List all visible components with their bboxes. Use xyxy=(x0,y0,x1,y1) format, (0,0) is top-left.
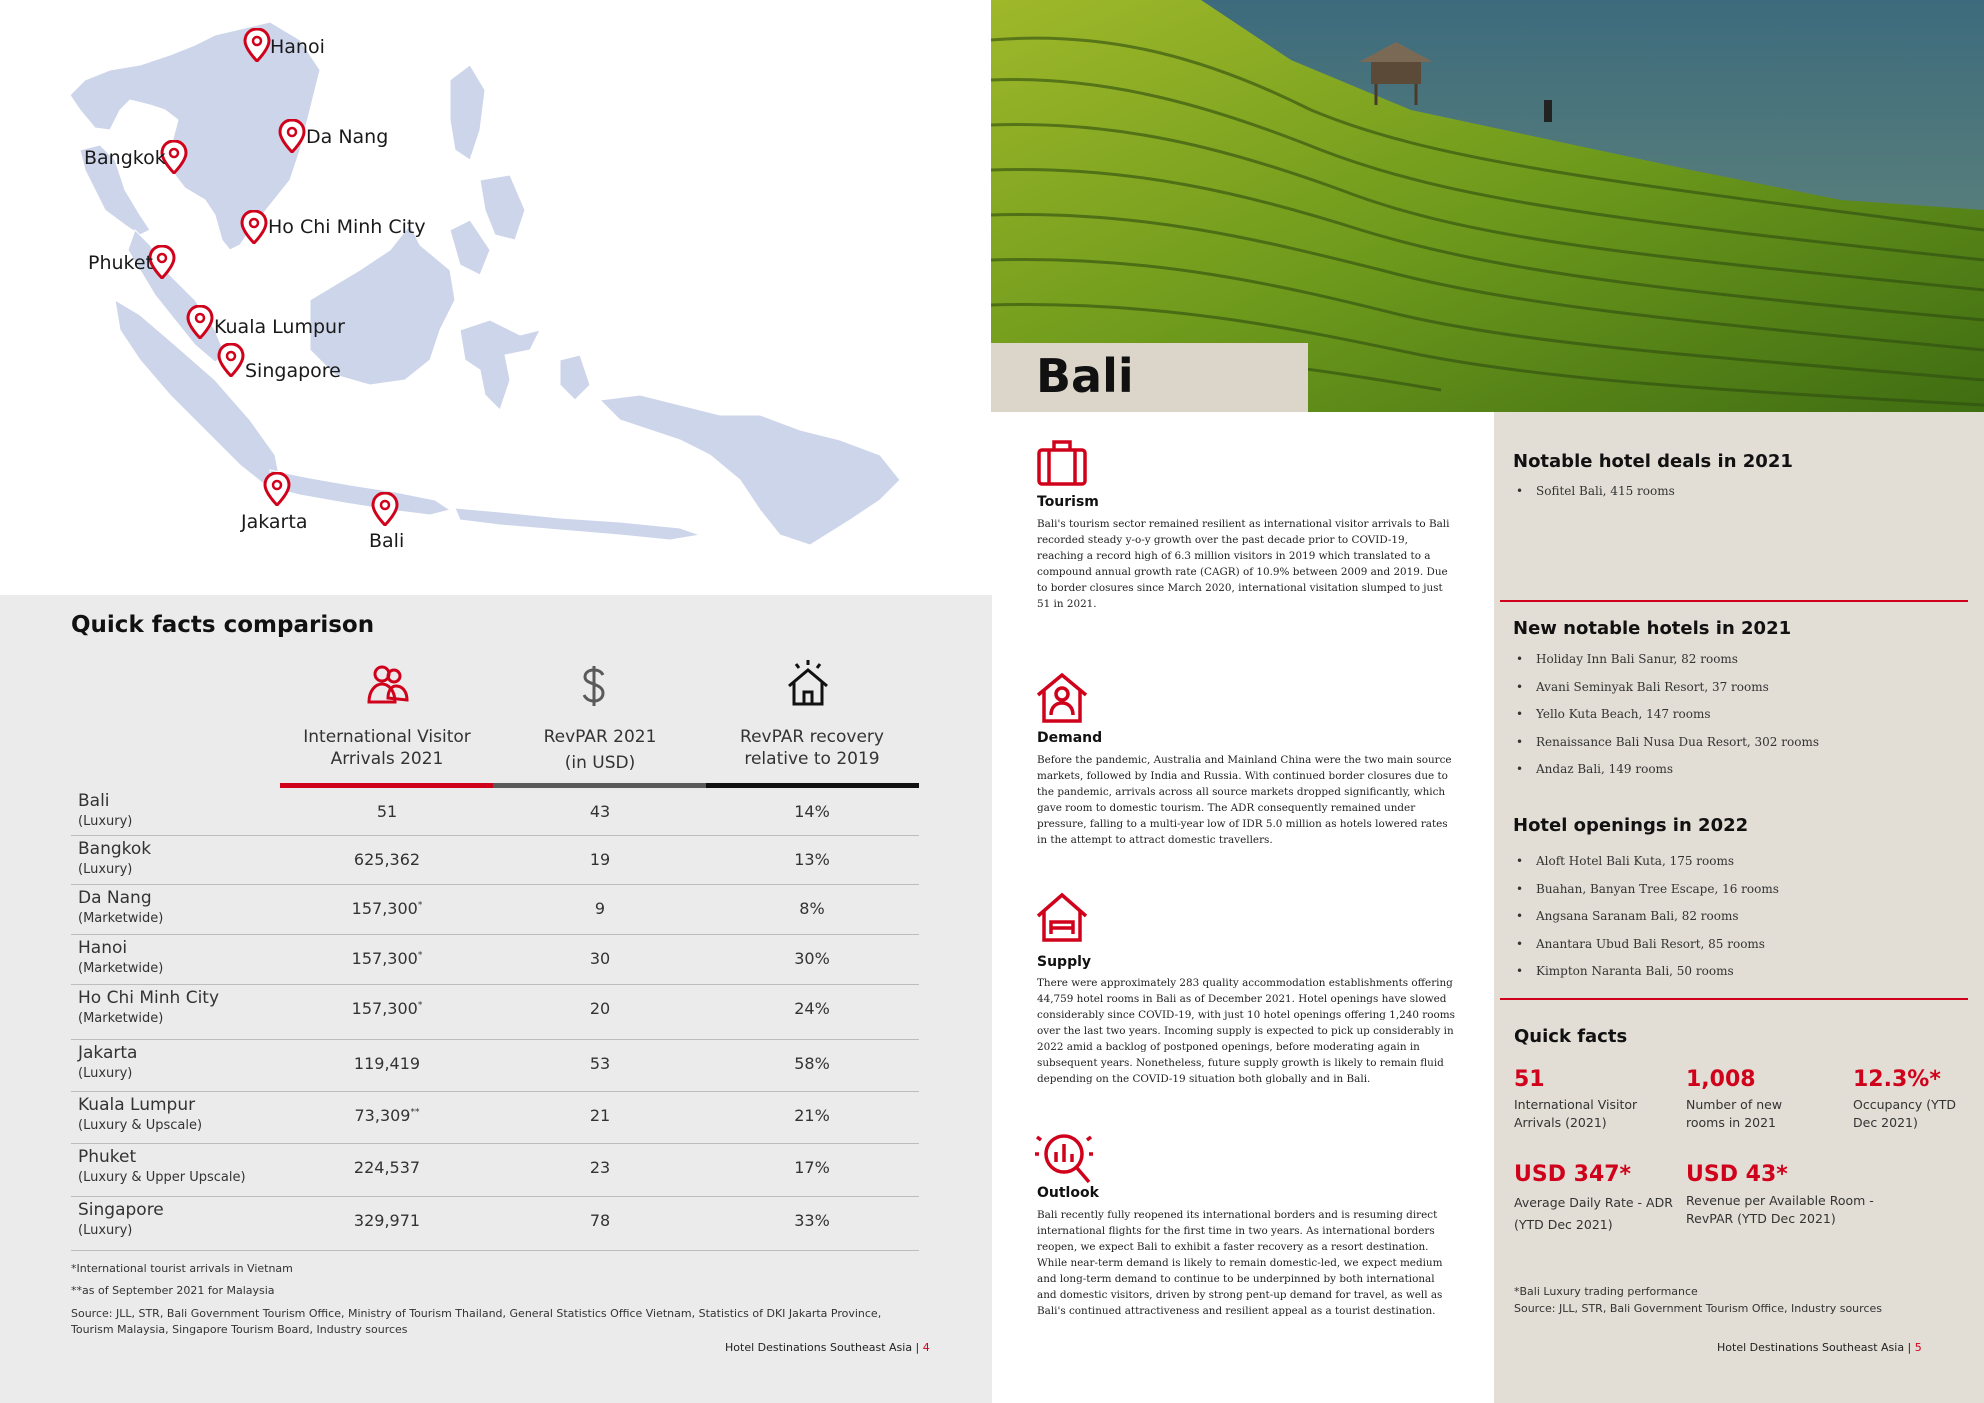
table-row xyxy=(71,1196,919,1251)
row-city: Kuala Lumpur xyxy=(78,1095,196,1115)
table-row xyxy=(71,884,919,935)
dollar-icon xyxy=(580,664,608,708)
row-segment: (Luxury) xyxy=(78,862,133,877)
col-head-revpar-line1: RevPAR 2021 xyxy=(543,727,657,747)
qf-source: Source: JLL, STR, Bali Government Tourism Office, Industry sources xyxy=(1514,1302,1882,1315)
qf-footnote: *Bali Luxury trading performance xyxy=(1514,1285,1698,1298)
table-row xyxy=(71,835,919,885)
openings-list xyxy=(1513,853,1779,991)
row-city: Bali xyxy=(78,791,110,811)
row-recovery: 21% xyxy=(794,1106,830,1125)
right-footer-text: Hotel Destinations Southeast Asia | xyxy=(1717,1341,1915,1354)
openings-title: Hotel openings in 2022 xyxy=(1513,815,1749,836)
qf-value-new-rooms: 1,008 xyxy=(1686,1067,1756,1092)
map-pin-icon[interactable] xyxy=(186,305,214,339)
row-recovery: 33% xyxy=(794,1211,830,1230)
row-recovery: 24% xyxy=(794,999,830,1018)
row-arrivals xyxy=(287,949,487,968)
arrivals-value: 157,300 xyxy=(351,899,418,918)
row-revpar: 19 xyxy=(589,850,611,869)
col-head-revpar-line2: (in USD) xyxy=(564,753,636,773)
quick-facts-comparison-title: Quick facts comparison xyxy=(71,612,375,638)
section-title-supply: Supply xyxy=(1037,954,1092,970)
city-label-bangkok: Bangkok xyxy=(84,147,166,169)
row-segment: (Luxury) xyxy=(78,1066,133,1081)
quick-facts-title: Quick facts xyxy=(1514,1026,1628,1047)
section-title-demand: Demand xyxy=(1037,730,1103,746)
row-revpar: 30 xyxy=(589,949,611,968)
city-label-singapore: Singapore xyxy=(245,360,341,382)
arrivals-value: 329,971 xyxy=(353,1211,421,1230)
table-row xyxy=(71,984,919,1040)
map-pin-icon[interactable] xyxy=(240,210,268,244)
table-row xyxy=(71,934,919,985)
left-page-footer xyxy=(725,1341,930,1354)
divider xyxy=(1500,998,1968,1000)
suitcase-icon xyxy=(1035,436,1089,490)
row-recovery: 8% xyxy=(799,899,825,918)
left-page-number: 4 xyxy=(922,1341,930,1354)
city-label-ho-chi-minh-city: Ho Chi Minh City xyxy=(268,216,426,238)
col-head-revpar xyxy=(500,726,700,774)
qf-value-arrivals: 51 xyxy=(1514,1067,1545,1092)
col-head-recovery-line1: RevPAR recovery xyxy=(740,727,884,747)
section-body-tourism: Bali's tourism sector remained resilient as international visitor arrivals to Bali recorded steady y-o-y growth over the past decade prior to COVID-19, reaching a record high of 6.3 million visitors in 2019 which translated to a compound annual growth rate (CAGR) of 10.9% between 2009 and 2019. Due to border closures since March 2020, international visitation slumped to just 51 in 2021. xyxy=(1037,518,1450,610)
left-footer-text: Hotel Destinations Southeast Asia | xyxy=(725,1341,923,1354)
section-body-demand: Before the pandemic, Australia and Mainland China were the two main source markets, followed by India and Russia. With continued border closures due to the pandemic, arrivals across all source markets dropped significantly, which gave room to domestic tourism. The ADR consequently remained under pressure, falling to a multi-year low of IDR 5.0 million as hotels lowered rates in the attempt to attract domestic travellers. xyxy=(1037,754,1452,846)
list-item: • Anantara Ubud Bali Resort, 85 rooms xyxy=(1513,936,1779,964)
footnote-vietnam: *International tourist arrivals in Vietnam xyxy=(71,1262,293,1275)
city-label-hanoi: Hanoi xyxy=(270,36,325,58)
col-head-arrivals-line1: International Visitor xyxy=(303,727,471,747)
map-pin-icon[interactable] xyxy=(371,492,399,526)
arrivals-mark: * xyxy=(417,1000,423,1011)
row-city: Bangkok xyxy=(78,839,152,859)
arrivals-value: 73,309 xyxy=(354,1106,411,1125)
row-arrivals xyxy=(287,899,487,918)
row-arrivals xyxy=(287,1158,487,1177)
city-label-da-nang: Da Nang xyxy=(306,126,389,148)
row-arrivals xyxy=(287,1054,487,1073)
arrivals-value: 224,537 xyxy=(353,1158,421,1177)
row-city: Singapore xyxy=(78,1200,164,1220)
page-title: Bali xyxy=(1036,349,1134,403)
row-revpar: 78 xyxy=(589,1211,611,1230)
arrivals-value: 625,362 xyxy=(353,850,421,869)
right-page-footer xyxy=(1717,1341,1922,1354)
footnote-malaysia: **as of September 2021 for Malaysia xyxy=(71,1284,275,1297)
section-title-outlook: Outlook xyxy=(1037,1185,1099,1201)
row-city: Ho Chi Minh City xyxy=(78,988,220,1008)
list-item: • Kimpton Naranta Bali, 50 rooms xyxy=(1513,963,1779,991)
table-row xyxy=(71,1143,919,1197)
list-item: • Renaissance Bali Nusa Dua Resort, 302 rooms xyxy=(1513,734,1819,762)
city-label-jakarta: Jakarta xyxy=(241,511,308,533)
list-item: • Andaz Bali, 149 rooms xyxy=(1513,761,1819,789)
row-revpar: 20 xyxy=(589,999,611,1018)
map-pin-icon[interactable] xyxy=(243,28,271,62)
row-segment: (Luxury & Upscale) xyxy=(78,1118,203,1133)
notable-deals-title: Notable hotel deals in 2021 xyxy=(1513,451,1793,472)
footnote-source: Source: JLL, STR, Bali Government Tourism Office, Ministry of Tourism Thailand, General Statistics Office Vietnam, Statistics of DKI Jakarta Province, Tourism Malaysia, Singapore Tourism Board, Industry sources xyxy=(71,1307,882,1336)
row-city: Jakarta xyxy=(78,1043,138,1063)
col-head-recovery-line2: relative to 2019 xyxy=(744,749,880,769)
arrivals-value: 119,419 xyxy=(353,1054,421,1073)
list-item: • Sofitel Bali, 415 rooms xyxy=(1513,483,1675,511)
new-hotels-list xyxy=(1513,651,1819,789)
arrivals-mark: * xyxy=(417,950,423,961)
qf-value-occupancy: 12.3%* xyxy=(1853,1067,1941,1092)
list-item: • Angsana Saranam Bali, 82 rooms xyxy=(1513,908,1779,936)
qf-label-occupancy: Occupancy (YTD Dec 2021) xyxy=(1853,1097,1957,1130)
arrivals-mark: * xyxy=(417,900,423,911)
arrivals-mark: ** xyxy=(410,1107,420,1118)
divider xyxy=(1500,600,1968,602)
arrivals-value: 157,300 xyxy=(351,949,418,968)
map-landmass xyxy=(0,0,992,595)
map-pin-icon[interactable] xyxy=(263,472,291,506)
southeast-asia-map xyxy=(0,0,992,595)
col-head-recovery xyxy=(712,726,912,770)
row-revpar: 53 xyxy=(589,1054,611,1073)
row-revpar: 23 xyxy=(589,1158,611,1177)
city-label-phuket: Phuket xyxy=(88,252,154,274)
row-segment: (Luxury) xyxy=(78,814,133,829)
arrivals-value: 51 xyxy=(376,802,398,821)
row-arrivals xyxy=(287,802,487,821)
list-item: • Holiday Inn Bali Sanur, 82 rooms xyxy=(1513,651,1819,679)
col-head-arrivals-line2: Arrivals 2021 xyxy=(330,749,444,769)
row-recovery: 30% xyxy=(794,949,830,968)
row-recovery: 17% xyxy=(794,1158,830,1177)
map-pin-icon[interactable] xyxy=(217,343,245,377)
section-body-outlook: Bali recently fully reopened its international borders and is resuming direct international flights for the first time in two years. As international borders reopen, we expect Bali to exhibit a faster recovery as a resort destination. While near-term demand is likely to remain domestic-led, we expect medium and long-term demand to continue to be underpinned by both international and domestic visitors, driven by strong pent-up demand for travel, as well as Bali's continued attractiveness and resilient appeal as a tourist destination. xyxy=(1037,1209,1443,1317)
row-arrivals xyxy=(287,1106,487,1125)
people-icon xyxy=(366,662,410,706)
house-bed-icon xyxy=(1035,890,1089,944)
table-row xyxy=(71,787,919,836)
qf-value-revpar: USD 43* xyxy=(1686,1162,1788,1187)
list-item: • Buahan, Banyan Tree Escape, 16 rooms xyxy=(1513,881,1779,909)
qf-label-revpar: Revenue per Available Room - RevPAR (YTD Dec 2021) xyxy=(1686,1193,1874,1226)
row-city: Hanoi xyxy=(78,938,128,958)
row-segment: (Luxury & Upper Upscale) xyxy=(78,1170,246,1185)
list-item: • Aloft Hotel Bali Kuta, 175 rooms xyxy=(1513,853,1779,881)
row-segment: (Marketwide) xyxy=(78,961,164,976)
row-city: Da Nang xyxy=(78,888,152,908)
row-recovery: 58% xyxy=(794,1054,830,1073)
table-row xyxy=(71,1039,919,1092)
row-city: Phuket xyxy=(78,1147,137,1167)
map-pin-icon[interactable] xyxy=(278,119,306,153)
row-arrivals xyxy=(287,1211,487,1230)
row-segment: (Marketwide) xyxy=(78,911,164,926)
row-recovery: 14% xyxy=(794,802,830,821)
qf-label-adr: Average Daily Rate - ADR (YTD Dec 2021) xyxy=(1514,1195,1673,1232)
section-body-supply: There were approximately 283 quality accommodation establishments offering 44,759 hotel rooms in Bali as of December 2021. Hotel openings have slowed considerably since COVID-19, with just 10 hotel openings offering 1,240 rooms over the last two years. Incoming supply is expected to pick up considerably in 2022 amid a backlog of postponed openings, before moderating again in subsequent years. Nonetheless, future supply growth is likely to remain fluid depending on the COVID-19 situation both globally and in Bali. xyxy=(1037,977,1455,1085)
row-revpar: 43 xyxy=(589,802,611,821)
city-label-kuala-lumpur: Kuala Lumpur xyxy=(214,316,345,338)
row-segment: (Marketwide) xyxy=(78,1011,164,1026)
table-row xyxy=(71,1091,919,1144)
arrivals-value: 157,300 xyxy=(351,999,418,1018)
right-page-number: 5 xyxy=(1914,1341,1922,1354)
qf-value-adr: USD 347* xyxy=(1514,1162,1632,1187)
section-title-tourism: Tourism xyxy=(1037,494,1099,510)
qf-label-new-rooms: Number of new rooms in 2021 xyxy=(1686,1097,1783,1130)
magnifier-chart-icon xyxy=(1033,1128,1095,1188)
col-head-arrivals xyxy=(287,726,487,770)
row-revpar: 9 xyxy=(594,899,606,918)
person-house-icon xyxy=(1035,671,1089,725)
list-item: • Avani Seminyak Bali Resort, 37 rooms xyxy=(1513,679,1819,707)
notable-deals-list xyxy=(1513,483,1675,511)
row-recovery: 13% xyxy=(794,850,830,869)
list-item: • Yello Kuta Beach, 147 rooms xyxy=(1513,706,1819,734)
row-revpar: 21 xyxy=(589,1106,611,1125)
row-arrivals xyxy=(287,999,487,1018)
row-segment: (Luxury) xyxy=(78,1223,133,1238)
city-label-bali: Bali xyxy=(369,530,405,552)
house-sun-icon xyxy=(785,658,831,708)
new-hotels-title: New notable hotels in 2021 xyxy=(1513,618,1792,639)
qf-label-arrivals: International Visitor Arrivals (2021) xyxy=(1514,1097,1638,1130)
row-arrivals xyxy=(287,850,487,869)
